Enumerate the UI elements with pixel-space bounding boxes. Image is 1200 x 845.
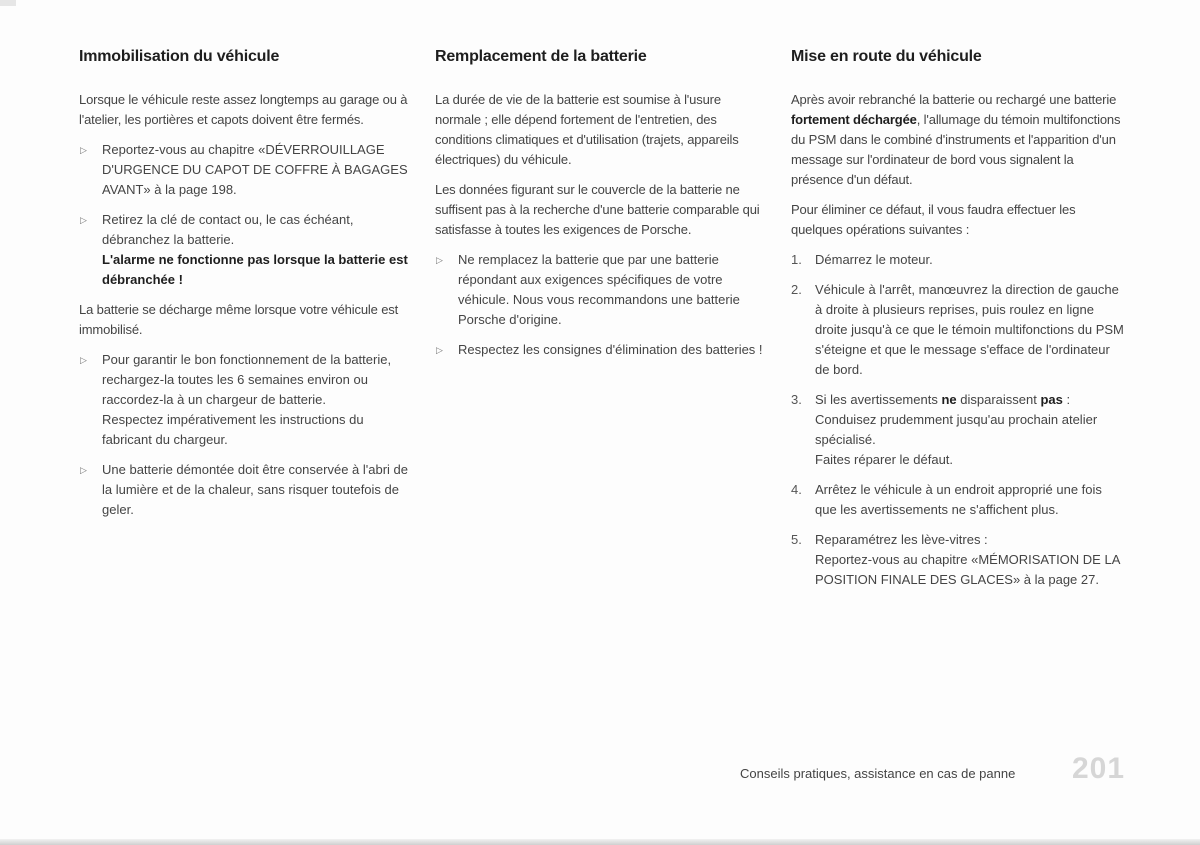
bullet-item — [435, 250, 770, 330]
step-item — [791, 530, 1126, 590]
bullet-item — [79, 140, 411, 200]
scan-corner-mark — [0, 0, 16, 6]
bullet-item — [79, 460, 411, 520]
section-title: Immobilisation du véhicule — [79, 48, 280, 65]
bullet-item — [79, 350, 411, 450]
step-text: Reportez-vous au chapitre «MÉMORISATION DE LA POSITION FINALE DES GLACES» à la page 27. — [815, 552, 1120, 587]
step-text: Arrêtez le véhicule à un endroit approprié une fois que les avertissements ne s'affichent plus. — [815, 482, 1102, 517]
step-item — [791, 480, 1126, 520]
intro-text: Après avoir rebranché la batterie ou rechargé une batterie — [791, 92, 1117, 107]
step-item — [791, 280, 1126, 380]
step-text: Faites réparer le défaut. — [815, 452, 954, 467]
step-text: Reparamétrez les lève-vitres : — [815, 532, 988, 547]
column-immobilisation — [79, 48, 411, 530]
paragraph: Pour éliminer ce défaut, il vous faudra effectuer les quelques opérations suivantes : — [791, 202, 1076, 237]
step-text — [815, 390, 1126, 410]
page-number: 201 — [1072, 752, 1126, 785]
paragraph: Lorsque le véhicule reste assez longtemps au garage ou à l'atelier, les portières et capots doivent être fermés. — [79, 92, 408, 127]
step-number: 4. — [791, 482, 802, 497]
scan-bottom-edge — [0, 839, 1200, 845]
step-number: 5. — [791, 532, 802, 547]
step-text: Conduisez prudemment jusqu'au prochain atelier spécialisé. — [815, 412, 1098, 447]
step-text-part: : — [1066, 392, 1071, 407]
column-remplacement — [435, 48, 770, 370]
step-item — [791, 390, 1126, 470]
bullet-item — [435, 340, 770, 360]
triangle-right-icon: ▷ — [80, 465, 87, 475]
bullet-text: Reportez-vous au chapitre «DÉVERROUILLAGE D'URGENCE DU CAPOT DE COFFRE À BAGAGES AVANT» à la page 198. — [102, 142, 408, 197]
triangle-right-icon: ▷ — [436, 345, 443, 355]
step-item — [791, 250, 1126, 270]
step-number: 3. — [791, 392, 802, 407]
section-title: Mise en route du véhicule — [791, 48, 982, 65]
triangle-right-icon: ▷ — [436, 255, 443, 265]
warning-text: L'alarme ne fonctionne pas lorsque la batterie est débranchée ! — [102, 252, 408, 287]
bullet-text: Respectez les consignes d'élimination des batteries ! — [458, 342, 763, 357]
paragraph: La durée de vie de la batterie est soumise à l'usure normale ; elle dépend fortement de l'entretien, des conditions climatiques et d'utilisation (trajets, appareils électriques) du véhicule. — [435, 92, 739, 167]
step-text: Démarrez le moteur. — [815, 252, 933, 267]
step-bold-ne: ne — [941, 392, 957, 407]
paragraph: Les données figurant sur le couvercle de la batterie ne suffisent pas à la recherche d'une batterie comparable qui satisfasse à toutes les exigences de Porsche. — [435, 182, 760, 237]
paragraph — [791, 90, 1126, 190]
step-number: 2. — [791, 282, 802, 297]
step-number: 1. — [791, 252, 802, 267]
bullet-text: Une batterie démontée doit être conservée à l'abri de la lumière et de la chaleur, sans risquer toutefois de geler. — [102, 462, 409, 517]
step-text: Véhicule à l'arrêt, manœuvrez la direction de gauche à droite à plusieurs reprises, puis roulez en ligne droite jusqu'à ce que le témoin multifonctions du PSM s'éteigne et que le message s'efface de l'ordinateur de bord. — [815, 282, 1124, 377]
intro-bold-text: fortement déchargée — [791, 112, 917, 127]
step-text-part: Si les avertissements — [815, 392, 938, 407]
bullet-text: Retirez la clé de contact ou, le cas échéant, débranchez la batterie. — [102, 212, 354, 247]
step-text-part: disparaissent — [960, 392, 1037, 407]
footer-section-title: Conseils pratiques, assistance en cas de panne — [740, 766, 1016, 781]
column-mise-en-route — [791, 48, 1126, 600]
bullet-text: Ne remplacez la batterie que par une batterie répondant aux exigences spécifiques de votre véhicule. Nous vous recommandons une batterie Porsche d'origine. — [458, 252, 740, 327]
triangle-right-icon: ▷ — [80, 355, 87, 365]
bullet-text: Respectez impérativement les instructions du fabricant du chargeur. — [102, 412, 364, 447]
section-title: Remplacement de la batterie — [435, 48, 647, 65]
triangle-right-icon: ▷ — [80, 215, 87, 225]
paragraph: La batterie se décharge même lorsque votre véhicule est immobilisé. — [79, 302, 399, 337]
bullet-item — [79, 210, 411, 290]
bullet-text: Pour garantir le bon fonctionnement de la batterie, rechargez-la toutes les 6 semaines environ ou raccordez-la à un chargeur de batterie. — [102, 352, 392, 407]
intro-text: , l'allumage du témoin multifonctions du PSM dans le combiné d'instruments et l'apparition d'un message sur l'ordinateur de bord vous signalent la présence d'un défaut. — [791, 112, 1121, 187]
triangle-right-icon: ▷ — [80, 145, 87, 155]
step-bold-pas: pas — [1040, 392, 1063, 407]
